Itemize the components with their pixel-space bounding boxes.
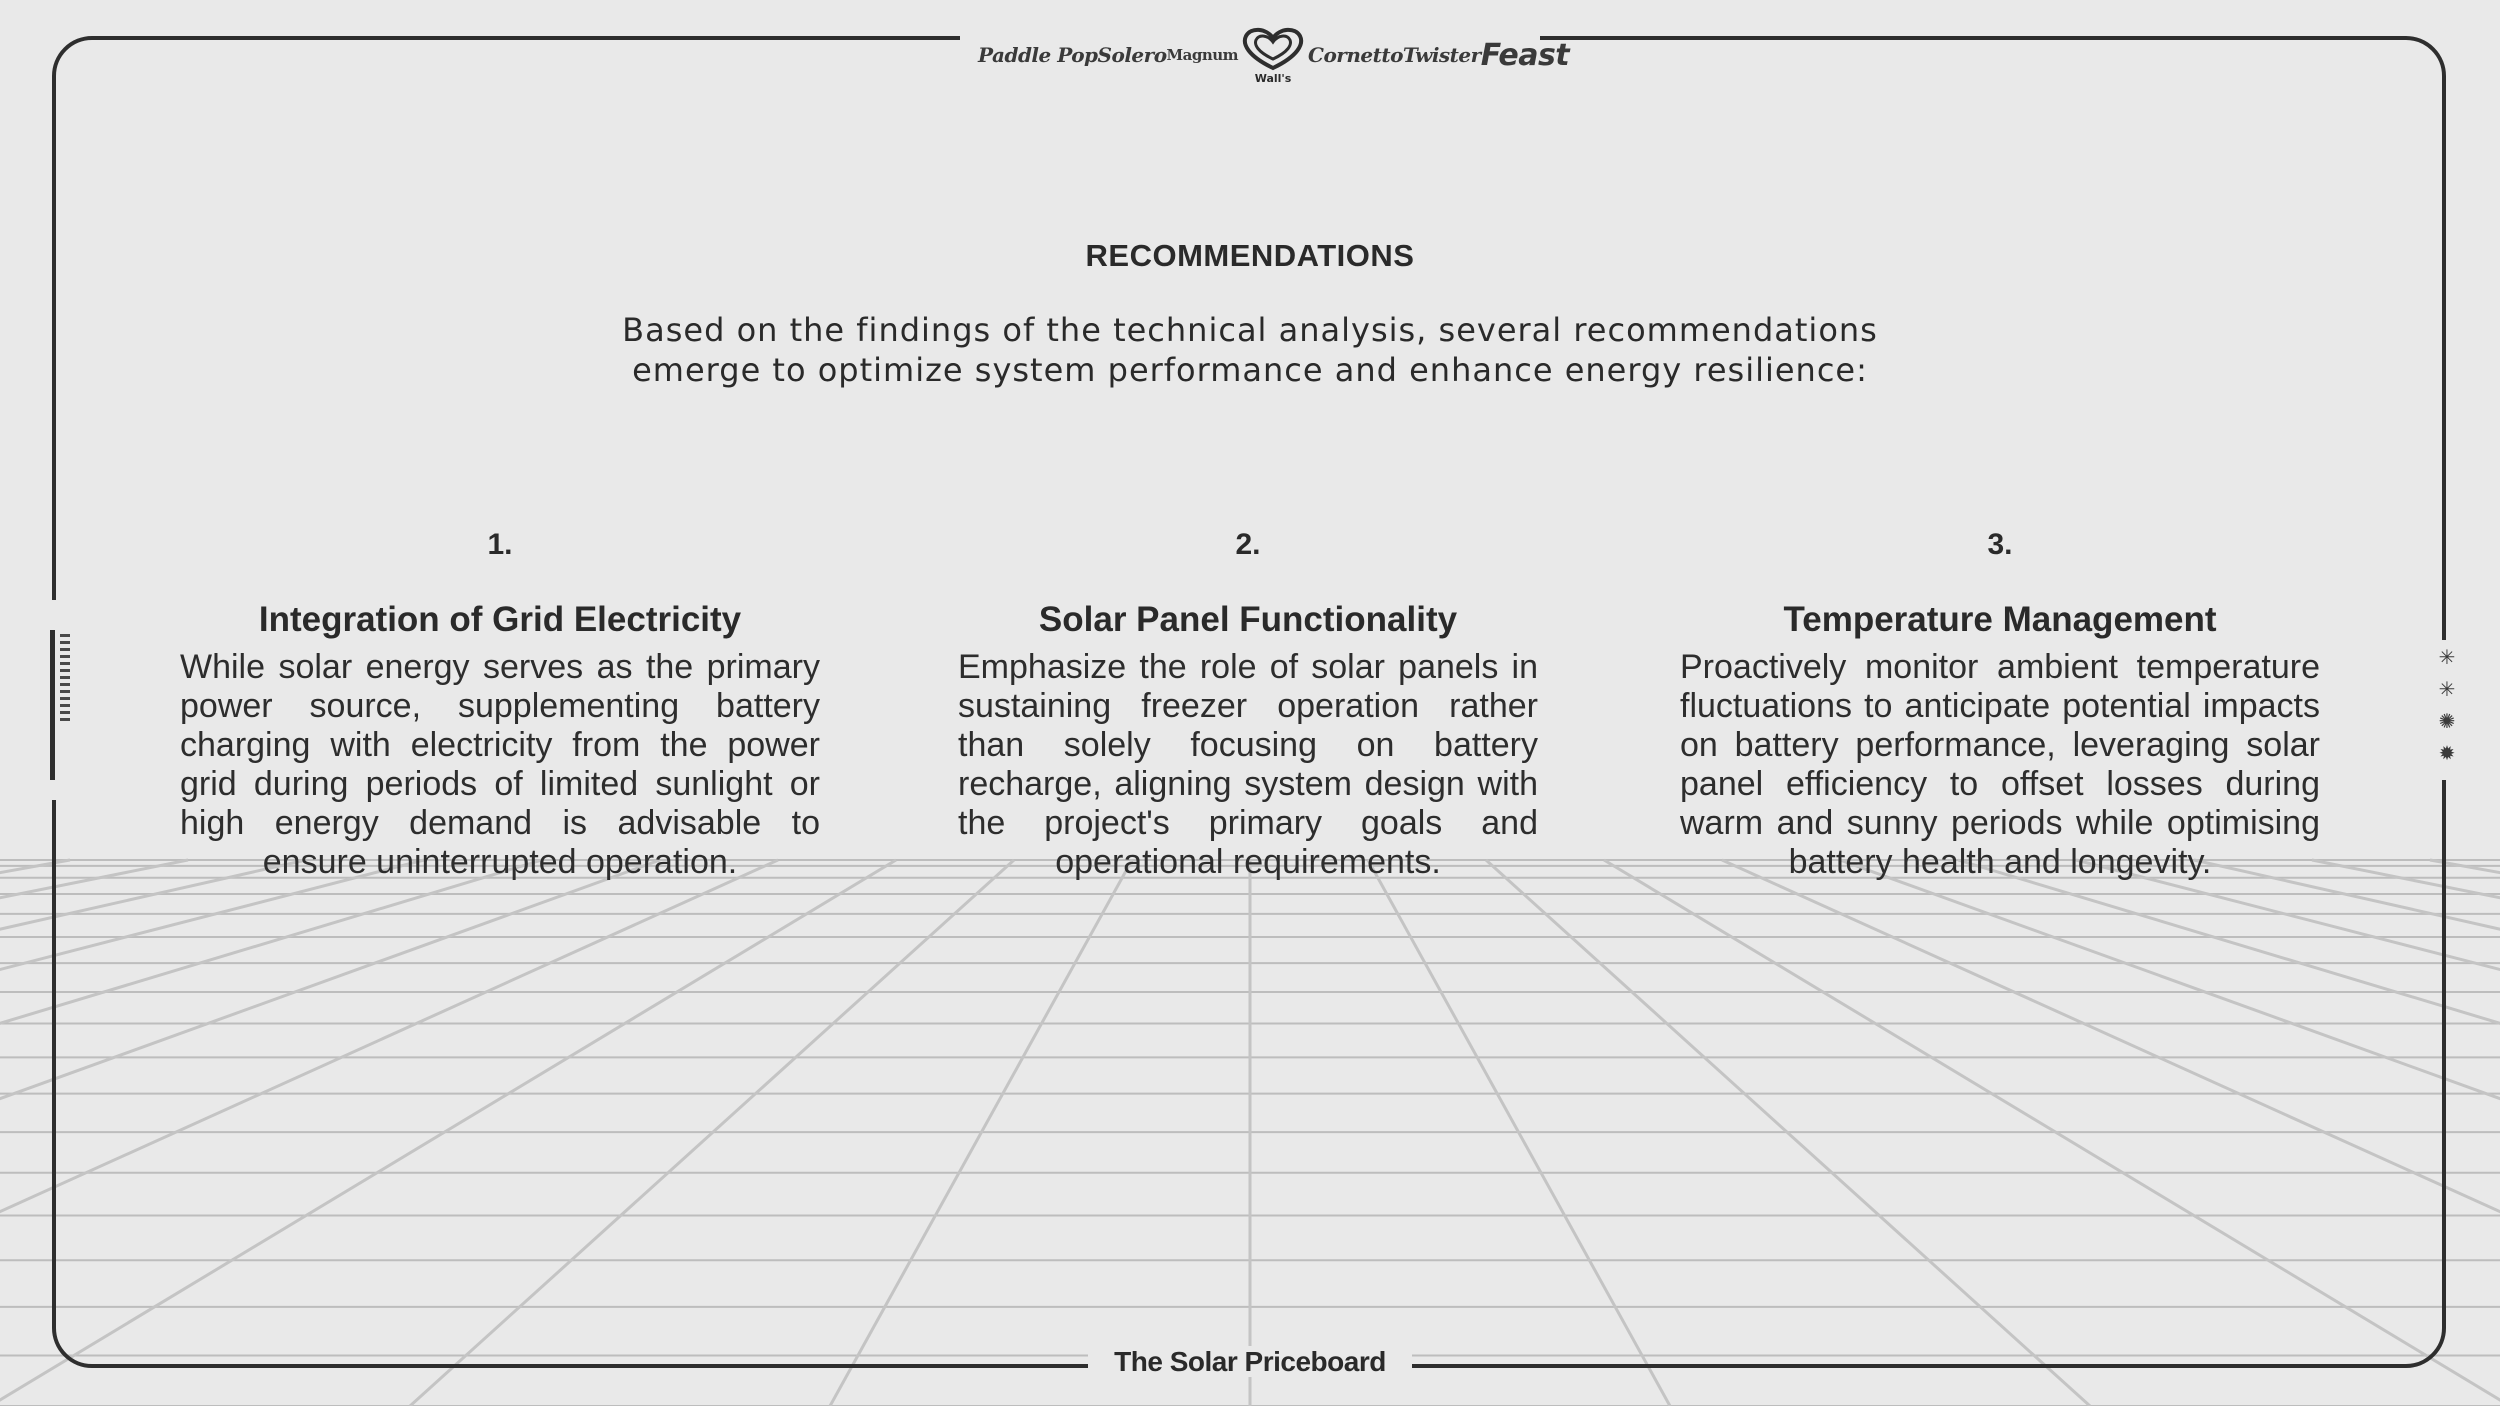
recommendation-heading: Solar Panel Functionality [1038,600,1458,639]
intro-paragraph [620,310,1880,390]
recommendation-number: 3. [1987,528,2013,561]
asterisk-icon: ✳ [2438,677,2456,701]
recommendation-heading: Temperature Management [1783,600,2217,639]
brand-logo-cornetto: Cornetto [1308,43,1403,67]
left-edge-bar [50,630,55,780]
brand-logo-walls [1238,26,1308,85]
recommendation-heading: Integration of Grid Electricity [258,600,742,639]
left-edge-marker [46,600,76,800]
intro-line: emerge to optimize system performance and enhance energy resilience: [632,351,1868,389]
footer-title [0,1346,2500,1378]
star-burst-icon: ✹ [2438,741,2456,765]
recommendation-body: While solar energy serves as the primary power source, supplementing battery charging with electricity from the power grid during periods of limited sunlight or high energy demand is advisable to ensure uninterrupted operation. [180,648,820,881]
intro-line: Based on the findings of the technical analysis, several recommendations [622,311,1878,349]
recommendation-body: Emphasize the role of solar panels in sustaining freezer operation rather than solely focusing on battery recharge, aligning system design with the project's primary goals and operational requirements. [958,648,1538,881]
section-title: RECOMMENDATIONS [1085,238,1415,273]
recommendation-card-1 [180,528,820,882]
brand-logo-strip [960,20,1570,90]
left-edge-ticks [60,634,70,724]
recommendation-body: Proactively monitor ambient temperature fluctuations to anticipate potential impacts on battery performance, leveraging solar panel efficiency to offset losses during warm and sunny periods while optimising battery health and longevity. [1680,648,2320,881]
recommendation-card-2 [958,528,1538,882]
sun-burst-icon: ✺ [2438,709,2456,733]
recommendation-number: 1. [487,528,513,561]
recommendation-number: 2. [1235,528,1261,561]
recommendation-card-3 [1680,528,2320,882]
walls-wordmark: Wall's [1254,71,1292,85]
brand-logo-magnum: Magnum [1166,46,1239,64]
brand-logo-twister: Twister [1402,43,1481,67]
right-edge-glyphs [2432,640,2462,780]
walls-heart-icon [1238,26,1308,72]
footer-title-text: The Solar Priceboard [1088,1346,1412,1377]
brand-logo-solero: Solero [1097,43,1167,67]
asterisk-icon: ✳ [2438,645,2456,669]
brand-logo-feast: Feast [1480,37,1570,73]
brand-logo-paddle-pop: Paddle Pop [978,43,1098,67]
